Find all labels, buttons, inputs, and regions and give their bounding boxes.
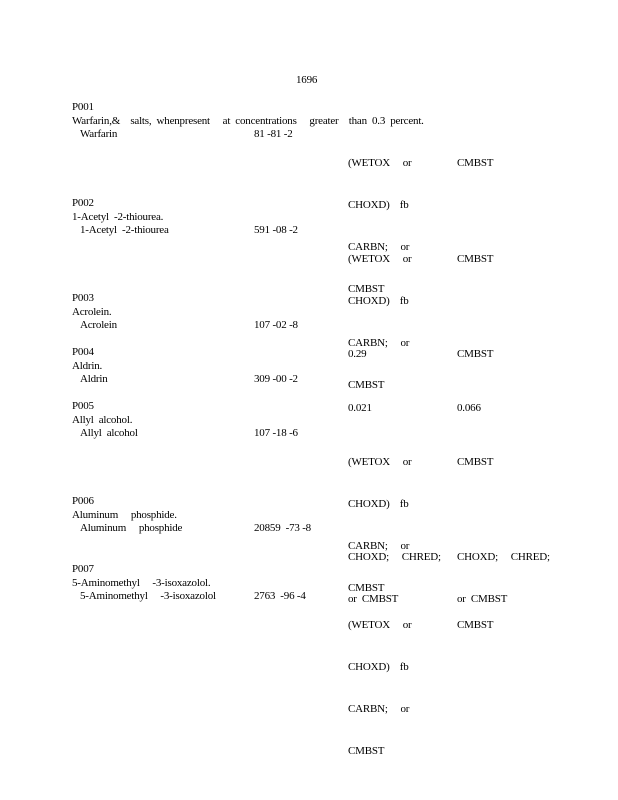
waste-code: P004 bbox=[72, 346, 94, 358]
cas-number: 591 -08 -2 bbox=[254, 224, 298, 236]
standard-line: CHOXD) fb bbox=[348, 295, 409, 307]
cas-number: 107 -02 -8 bbox=[254, 319, 298, 331]
cas-number: 107 -18 -6 bbox=[254, 427, 298, 439]
cas-number: 20859 -73 -8 bbox=[254, 522, 311, 534]
waste-name: 5-Aminomethyl -3-isoxazolol bbox=[80, 590, 216, 602]
waste-name: 1-Acetyl -2-thiourea bbox=[80, 224, 169, 236]
standard-line: CHOXD; CHRED; bbox=[348, 551, 441, 563]
waste-heading: Warfarin,& salts, whenpresent at concentrations greater than 0.3 percent. bbox=[72, 115, 424, 127]
standard-line: CHOXD) fb bbox=[348, 498, 409, 510]
waste-heading: Allyl alcohol. bbox=[72, 414, 133, 426]
standard-line: CMBST bbox=[348, 379, 385, 391]
standard-line: (WETOX or bbox=[348, 253, 412, 265]
standard-line: or CMBST bbox=[457, 593, 508, 605]
waste-name: Warfarin bbox=[80, 128, 118, 140]
nonwastewater-standard bbox=[457, 128, 493, 198]
waste-heading: 5-Aminomethyl -3-isoxazolol. bbox=[72, 577, 211, 589]
page-number: 1696 bbox=[296, 74, 318, 86]
waste-code: P007 bbox=[72, 563, 94, 575]
standard-line: 0.29 bbox=[348, 348, 367, 360]
standard-line: (WETOX or bbox=[348, 157, 412, 169]
waste-heading: Aluminum phosphide. bbox=[72, 509, 177, 521]
standard-line: CHOXD) fb bbox=[348, 661, 409, 673]
waste-heading: 1-Acetyl -2-thiourea. bbox=[72, 211, 164, 223]
standard-line: CHOXD; CHRED; bbox=[457, 551, 550, 563]
standard-line: CMBST bbox=[348, 283, 385, 295]
waste-heading: Acrolein. bbox=[72, 306, 112, 318]
nonwastewater-standard bbox=[457, 427, 493, 497]
waste-code: P006 bbox=[72, 495, 94, 507]
standard-line: CARBN; or bbox=[348, 540, 410, 552]
standard-line: CMBST bbox=[457, 348, 494, 360]
wastewater-standard bbox=[348, 590, 412, 786]
standard-line: CARBN; or bbox=[348, 241, 410, 253]
waste-name: Allyl alcohol bbox=[80, 427, 138, 439]
standard-line: CHOXD) fb bbox=[348, 199, 409, 211]
waste-code: P003 bbox=[72, 292, 94, 304]
standard-line: CMBST bbox=[457, 253, 494, 265]
standard-line: CMBST bbox=[348, 745, 385, 757]
standard-line: CMBST bbox=[457, 157, 494, 169]
nonwastewater-standard bbox=[457, 590, 493, 660]
waste-code: P001 bbox=[72, 101, 94, 113]
waste-row bbox=[72, 590, 572, 757]
waste-heading: Aldrin. bbox=[72, 360, 103, 372]
standard-line: CARBN; or bbox=[348, 337, 410, 349]
waste-code: P005 bbox=[72, 400, 94, 412]
standard-line: CMBST bbox=[348, 582, 385, 594]
cas-number: 309 -00 -2 bbox=[254, 373, 298, 385]
waste-name: Aldrin bbox=[80, 373, 108, 385]
standard-line: 0.021 bbox=[348, 402, 372, 414]
standard-line: or CMBST bbox=[348, 593, 399, 605]
waste-code: P002 bbox=[72, 197, 94, 209]
waste-entry-p007 bbox=[72, 562, 572, 757]
waste-name: Aluminum phosphide bbox=[80, 522, 183, 534]
nonwastewater-standard bbox=[457, 224, 493, 294]
standard-line: CMBST bbox=[457, 619, 494, 631]
cas-number: 2763 -96 -4 bbox=[254, 590, 306, 602]
standard-line: 0.066 bbox=[457, 402, 481, 414]
standard-line: (WETOX or bbox=[348, 619, 412, 631]
standard-line: (WETOX or bbox=[348, 456, 412, 468]
standard-line: CARBN; or bbox=[348, 703, 410, 715]
cas-number: 81 -81 -2 bbox=[254, 128, 293, 140]
standard-line: CMBST bbox=[457, 456, 494, 468]
waste-name: Acrolein bbox=[80, 319, 117, 331]
